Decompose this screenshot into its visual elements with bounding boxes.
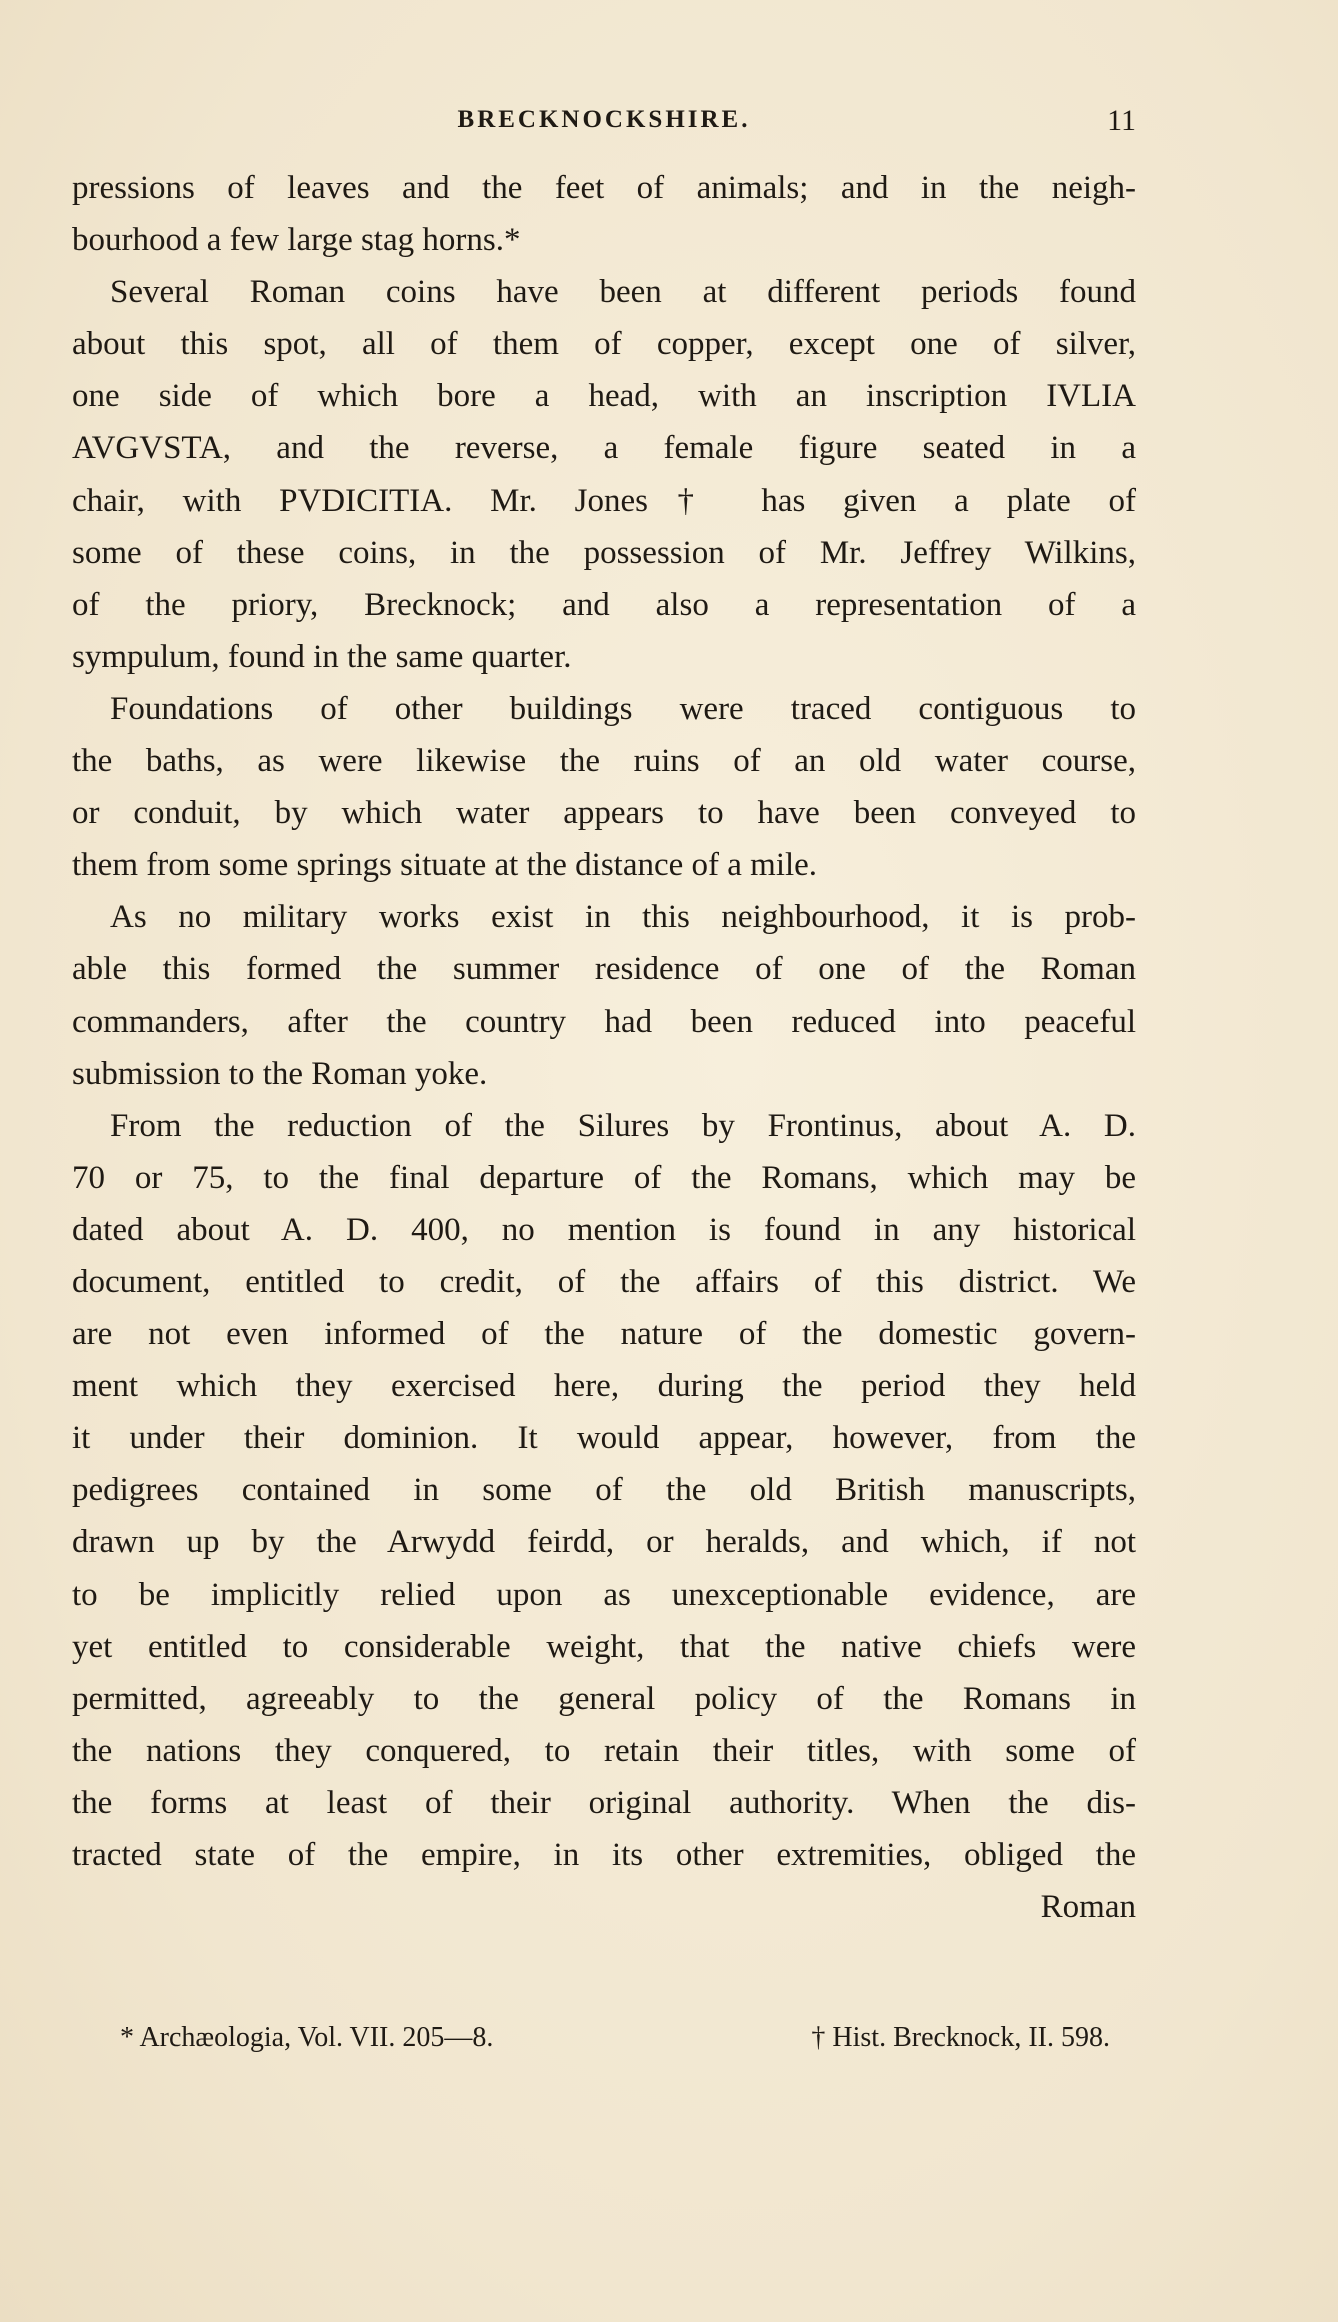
text-line: commanders, after the country had been reduced into peaceful — [72, 1003, 1136, 1040]
text-line: the nations they conquered, to retain their titles, with some of — [72, 1732, 1136, 1769]
footnote-archaeologia: * Archæologia, Vol. VII. 205—8. — [120, 2022, 494, 2053]
text-line: it under their dominion. It would appear, however, from the — [72, 1420, 1136, 1457]
text-line: bourhood a few large stag horns.* — [72, 222, 521, 259]
running-title: BRECKNOCKSHIRE. — [457, 106, 751, 133]
text-line: Foundations of other buildings were traced contiguous to — [110, 690, 1136, 727]
text-line: 70 or 75, to the final departure of the Romans, which may be — [72, 1159, 1136, 1196]
footnote-hist-brecknock: † Hist. Brecknock, II. 598. — [811, 2022, 1110, 2053]
text-line: them from some springs situate at the distance of a mile. — [72, 847, 818, 884]
text-line: From the reduction of the Silures by Frontinus, about A. D. — [110, 1107, 1136, 1144]
text-line: dated about A. D. 400, no mention is found in any historical — [72, 1211, 1136, 1248]
text-line: or conduit, by which water appears to have been conveyed to — [72, 795, 1136, 832]
text-line: pedigrees contained in some of the old British manuscripts, — [72, 1472, 1136, 1509]
text-line: to be implicitly relied upon as unexceptionable evidence, are — [72, 1576, 1136, 1613]
footnotes — [120, 2022, 1110, 2054]
text-line: sympulum, found in the same quarter. — [72, 638, 572, 675]
text-line: Several Roman coins have been at different periods found — [110, 274, 1136, 311]
text-line: tracted state of the empire, in its other extremities, obliged the — [72, 1837, 1136, 1873]
text-line: about this spot, all of them of copper, except one of silver, — [72, 326, 1136, 363]
text-line: the forms at least of their original authority. When the dis- — [72, 1784, 1136, 1821]
page-number: 11 — [1107, 104, 1136, 137]
text-line: submission to the Roman yoke. — [72, 1055, 488, 1092]
page-header — [72, 100, 1136, 144]
text-line: are not even informed of the nature of the domestic govern- — [72, 1316, 1136, 1353]
text-line: the baths, as were likewise the ruins of an old water course, — [72, 743, 1136, 780]
text-line: drawn up by the Arwydd feirdd, or heralds, and which, if not — [72, 1524, 1136, 1561]
text-line: document, entitled to credit, of the affairs of this district. We — [72, 1263, 1136, 1300]
text-line: permitted, agreeably to the general policy of the Romans in — [72, 1680, 1136, 1717]
text-line: As no military works exist in this neighbourhood, it is prob- — [110, 899, 1136, 936]
text-line: AVGVSTA, and the reverse, a female figure seated in a — [72, 430, 1136, 467]
text-line: chair, with PVDICITIA. Mr. Jones† has given a plate of — [72, 482, 1136, 519]
text-line: one side of which bore a head, with an inscription IVLIA — [72, 378, 1136, 415]
text-line: pressions of leaves and the feet of animals; and in the neigh- — [72, 170, 1136, 206]
text-line: of the priory, Brecknock; and also a representation of a — [72, 586, 1136, 623]
text-line: able this formed the summer residence of one of the Roman — [72, 951, 1136, 988]
text-line: ment which they exercised here, during the period they held — [72, 1368, 1136, 1405]
text-line: some of these coins, in the possession of Mr. Jeffrey Wilkins, — [72, 534, 1136, 571]
body-text — [72, 162, 1136, 1933]
text-line: yet entitled to considerable weight, that the native chiefs were — [72, 1628, 1136, 1665]
catchword: Roman — [1040, 1889, 1136, 1926]
